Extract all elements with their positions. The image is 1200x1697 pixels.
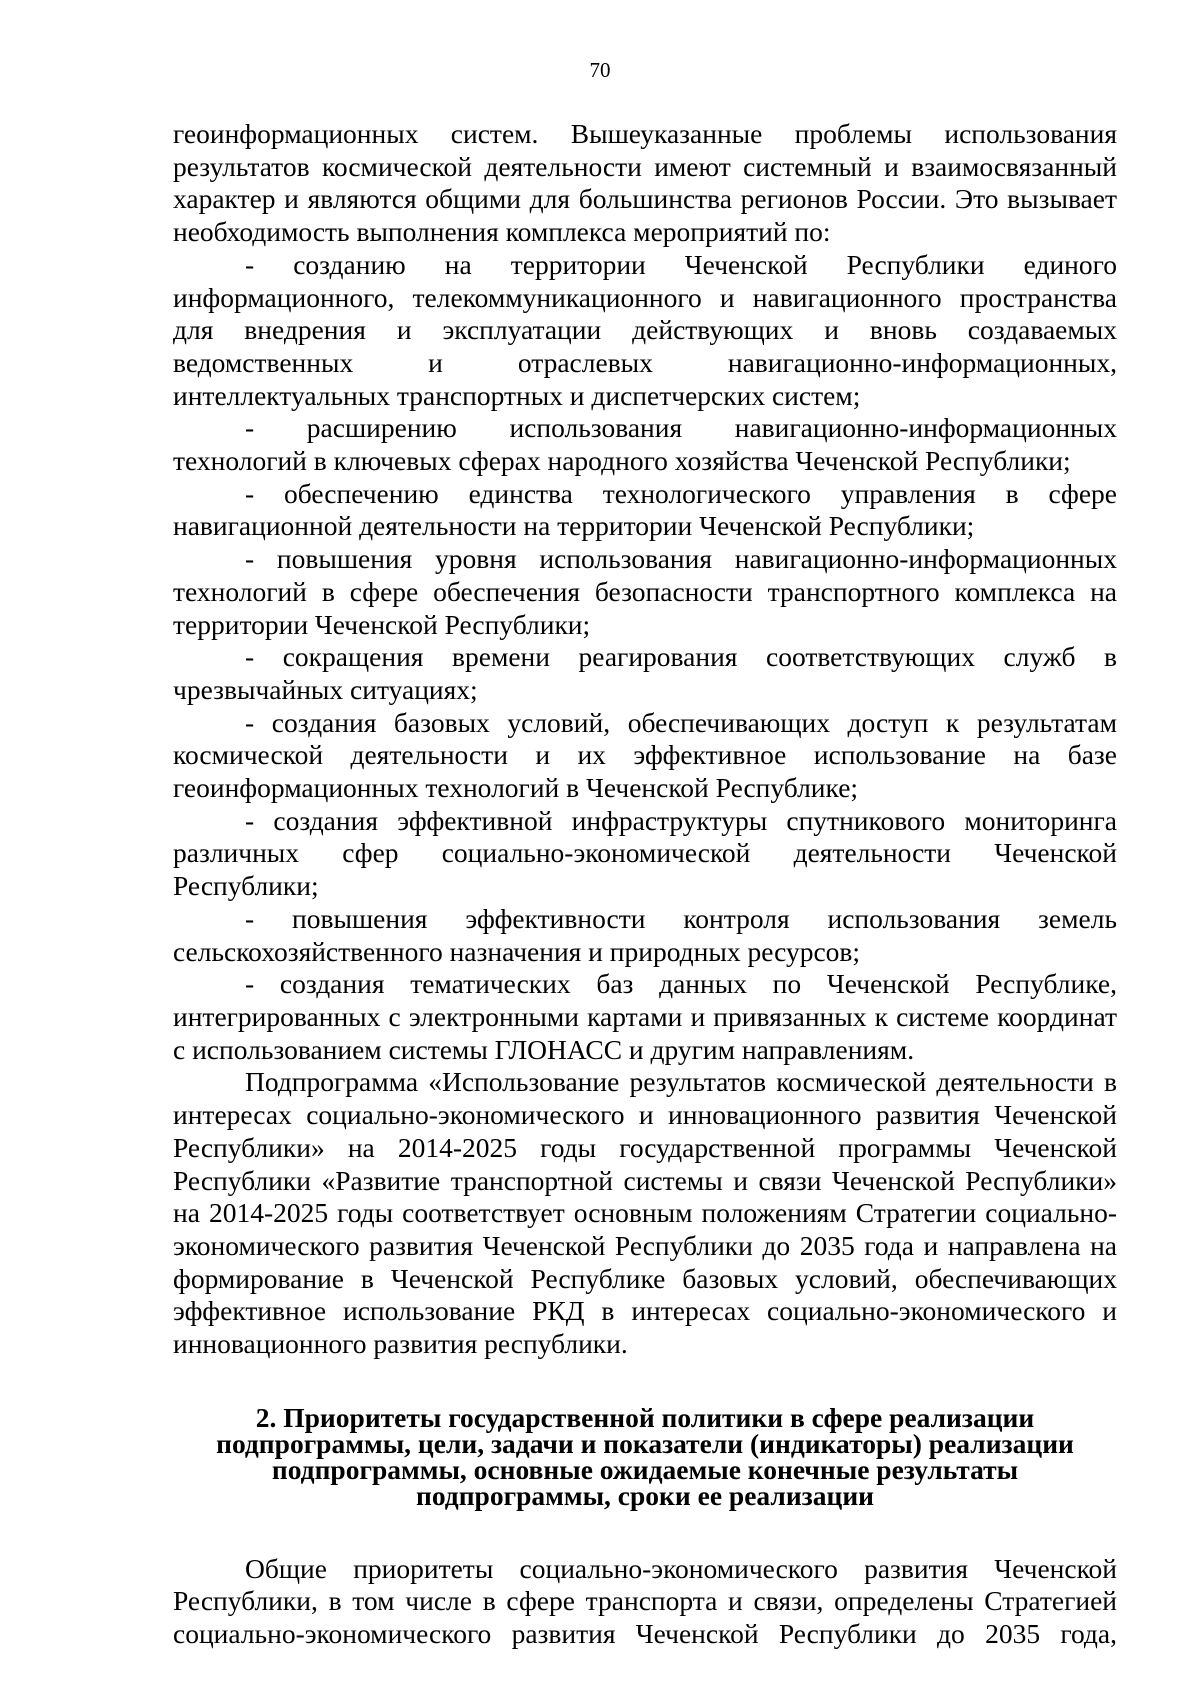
paragraph: геоинформационных систем. Вышеуказанные проблемы использования результатов космической деятельности имеют системный и взаимосвязанный характер и являются общими для большинства регионов России. Это вызывает необходимость выполнения комплекса мероприятий по:: [173, 118, 1117, 248]
list-item: - расширению использования навигационно-информационных технологий в ключевых сферах народного хозяйства Чеченской Республики;: [173, 412, 1117, 477]
paragraph: Подпрограмма «Использование результатов космической деятельности в интересах социально-экономического и инновационного развития Чеченской Республики» на 2014-2025 годы государственной программы Чеченской Республики «Развитие транспортной системы и связи Чеченской Республики» на 2014-2025 годы соответствует основным положениям Стратегии социально-экономического развития Чеченской Республики до 2035 года и направлена на формирование в Чеченской Республике базовых условий, обеспечивающих эффективное использование РКД в интересах социально-экономического и инновационного развития республики.: [173, 1066, 1117, 1360]
section-heading: 2. Приоритеты государственной политики в сфере реализации подпрограммы, цели, задачи и показатели (индикаторы) реализации подпрограммы, основные ожидаемые конечные результаты подпрограммы, сроки ее реализации: [216, 1401, 1074, 1511]
list-item: - создания эффективной инфраструктуры спутникового мониторинга различных сфер социально-экономической деятельности Чеченской Республики;: [173, 804, 1117, 902]
list-item: - обеспечению единства технологического управления в сфере навигационной деятельности на территории Чеченской Республики;: [173, 477, 1117, 542]
list-item: - сокращения времени реагирования соответствующих служб в чрезвычайных ситуациях;: [173, 641, 1117, 705]
paragraph: Общие приоритеты социально-экономического развития Чеченской Республики, в том числе в сфере транспорта и связи, определены Стратегией социально-экономического развития Чеченской Республики до 2035 года,: [173, 1552, 1117, 1650]
list-item: - повышения уровня использования навигационно-информационных технологий в сфере обеспечения безопасности транспортного комплекса на территории Чеченской Республики;: [173, 543, 1117, 640]
page-number: 70: [589, 58, 611, 82]
list-item: - создания базовых условий, обеспечивающих доступ к результатам космической деятельности и их эффективное использование на базе геоинформационных технологий в Чеченской Республике;: [173, 706, 1117, 804]
list-item: - создания тематических баз данных по Чеченской Республике, интегрированных с электронными картами и привязанных к системе координат с использованием системы ГЛОНАСС и другим направлениям.: [173, 968, 1117, 1065]
list-item: - созданию на территории Чеченской Республики единого информационного, телекоммуникационного и навигационного пространства для внедрения и эксплуатации действующих и вновь создаваемых ведомственных и отраслевых навигационно-информационных, интеллектуальных транспортных и диспетчерских систем;: [173, 248, 1117, 411]
list-item: - повышения эффективности контроля использования земель сельскохозяйственного назначения и природных ресурсов;: [173, 902, 1117, 967]
document-body: [173, 118, 1117, 1651]
